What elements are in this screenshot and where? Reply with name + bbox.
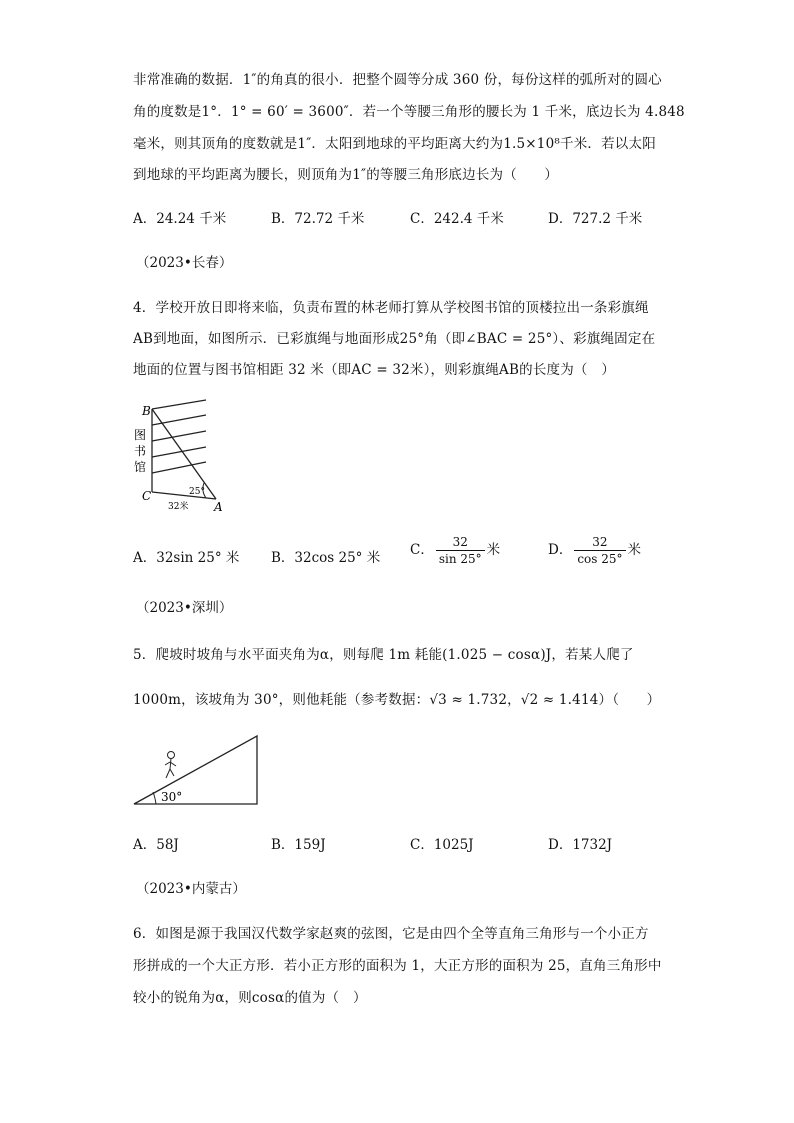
q5-line-1: 5．爬坡时坡角与水平面夹角为α，则每爬 1m 耗能(1.025 − cosα)J，若某人爬了 xyxy=(133,647,634,663)
q4-option-d-numerator: 32 xyxy=(574,535,625,551)
q4-option-c-fraction xyxy=(436,535,485,566)
q3-option-a: A．24.24 千米 xyxy=(133,211,227,227)
slope-climber-figure xyxy=(130,728,262,808)
q3-line-4: 到地球的平均距离为腰长，则顶角为1″的等腰三角形底边长为（ ） xyxy=(133,167,559,183)
q6-line-2: 形拼成的一个大正方形．若小正方形的面积为 1，大正方形的面积为 25，直角三角形中 xyxy=(133,958,662,974)
distance-label-32: 32米 xyxy=(168,502,189,512)
source-label-changchun: （2023•长春） xyxy=(136,255,233,271)
q4-option-c-denominator: sin 25° xyxy=(438,552,482,566)
angle-label-25: 25° xyxy=(189,487,205,497)
building-char-1: 图 xyxy=(134,428,147,442)
slope-angle-label: 30° xyxy=(161,790,183,804)
q4-option-c-prefix: C． xyxy=(410,542,434,558)
q4-line-2: AB到地面，如图所示．已彩旗绳与地面形成25°角（即∠BAC = 25°）、彩旗绳固定在 xyxy=(133,331,656,347)
q5-line-2: 1000m，该坡角为 30°，则他耗能（参考数据：√3 ≈ 1.732，√2 ≈ 1.414）（ ） xyxy=(133,692,661,708)
q3-option-b: B．72.72 千米 xyxy=(271,211,365,227)
flag-rope-ab xyxy=(152,409,216,499)
library-flag-figure xyxy=(130,395,230,517)
q4-option-d-prefix: D． xyxy=(548,542,573,558)
flag-line-5 xyxy=(152,462,206,473)
building-char-3: 馆 xyxy=(134,460,147,474)
label-b: B xyxy=(142,404,151,418)
q4-option-b: B．32cos 25° 米 xyxy=(271,550,381,566)
q6-line-1: 6．如图是源于我国汉代数学家赵爽的弦图，它是由四个全等直角三角形与一个小正方 xyxy=(133,926,649,942)
flag-line-4 xyxy=(152,447,206,457)
q5-option-b: B．159J xyxy=(271,837,326,853)
slope-angle-arc xyxy=(153,792,156,804)
q3-option-d: D．727.2 千米 xyxy=(548,211,643,227)
slope-triangle xyxy=(134,736,257,804)
q4-option-d-fraction xyxy=(574,535,625,566)
q4-option-d-unit: 米 xyxy=(627,542,642,558)
q5-option-a: A．58J xyxy=(133,837,179,853)
q3-option-c: C．242.4 千米 xyxy=(410,211,504,227)
ground-line xyxy=(152,492,216,499)
q6-line-3: 较小的锐角为α，则cosα的值为（ ） xyxy=(133,990,367,1006)
climber-stick-figure xyxy=(165,752,176,779)
q4-option-a: A．32sin 25° 米 xyxy=(133,550,240,566)
q4-option-d xyxy=(548,535,641,566)
q4-line-1: 4．学校开放日即将来临，负责布置的林老师打算从学校图书馆的顶楼拉出一条彩旗绳 xyxy=(133,300,649,316)
source-label-neimenggu: （2023•内蒙古） xyxy=(136,881,246,897)
q4-option-c-numerator: 32 xyxy=(436,535,485,551)
q5-option-d: D．1732J xyxy=(548,837,613,853)
q4-option-d-denominator: cos 25° xyxy=(577,552,623,566)
flag-line-1 xyxy=(152,400,206,409)
q4-option-c xyxy=(410,535,500,566)
label-c: C xyxy=(142,489,152,503)
building-char-2: 书 xyxy=(134,444,147,458)
q3-line-2: 角的度数是1°．1° = 60′ = 3600″．若一个等腰三角形的腰长为 1 千米，底边长为 4.848 xyxy=(133,104,685,120)
q3-line-3: 毫米，则其顶角的度数就是1″．太阳到地球的平均距离大约为1.5×10⁸千米．若以太阳 xyxy=(133,136,656,152)
source-label-shenzhen: （2023•深圳） xyxy=(136,600,233,616)
q5-option-c: C．1025J xyxy=(410,837,474,853)
label-a: A xyxy=(214,500,223,514)
flag-line-3 xyxy=(152,431,206,441)
q3-line-1: 非常准确的数据．1″的角真的很小．把整个圆等分成 360 份，每份这样的弧所对的圆心 xyxy=(133,72,662,88)
q4-line-3: 地面的位置与图书馆相距 32 米（即AC = 32米），则彩旗绳AB的长度为（ ） xyxy=(133,362,616,378)
q4-option-c-unit: 米 xyxy=(486,542,501,558)
